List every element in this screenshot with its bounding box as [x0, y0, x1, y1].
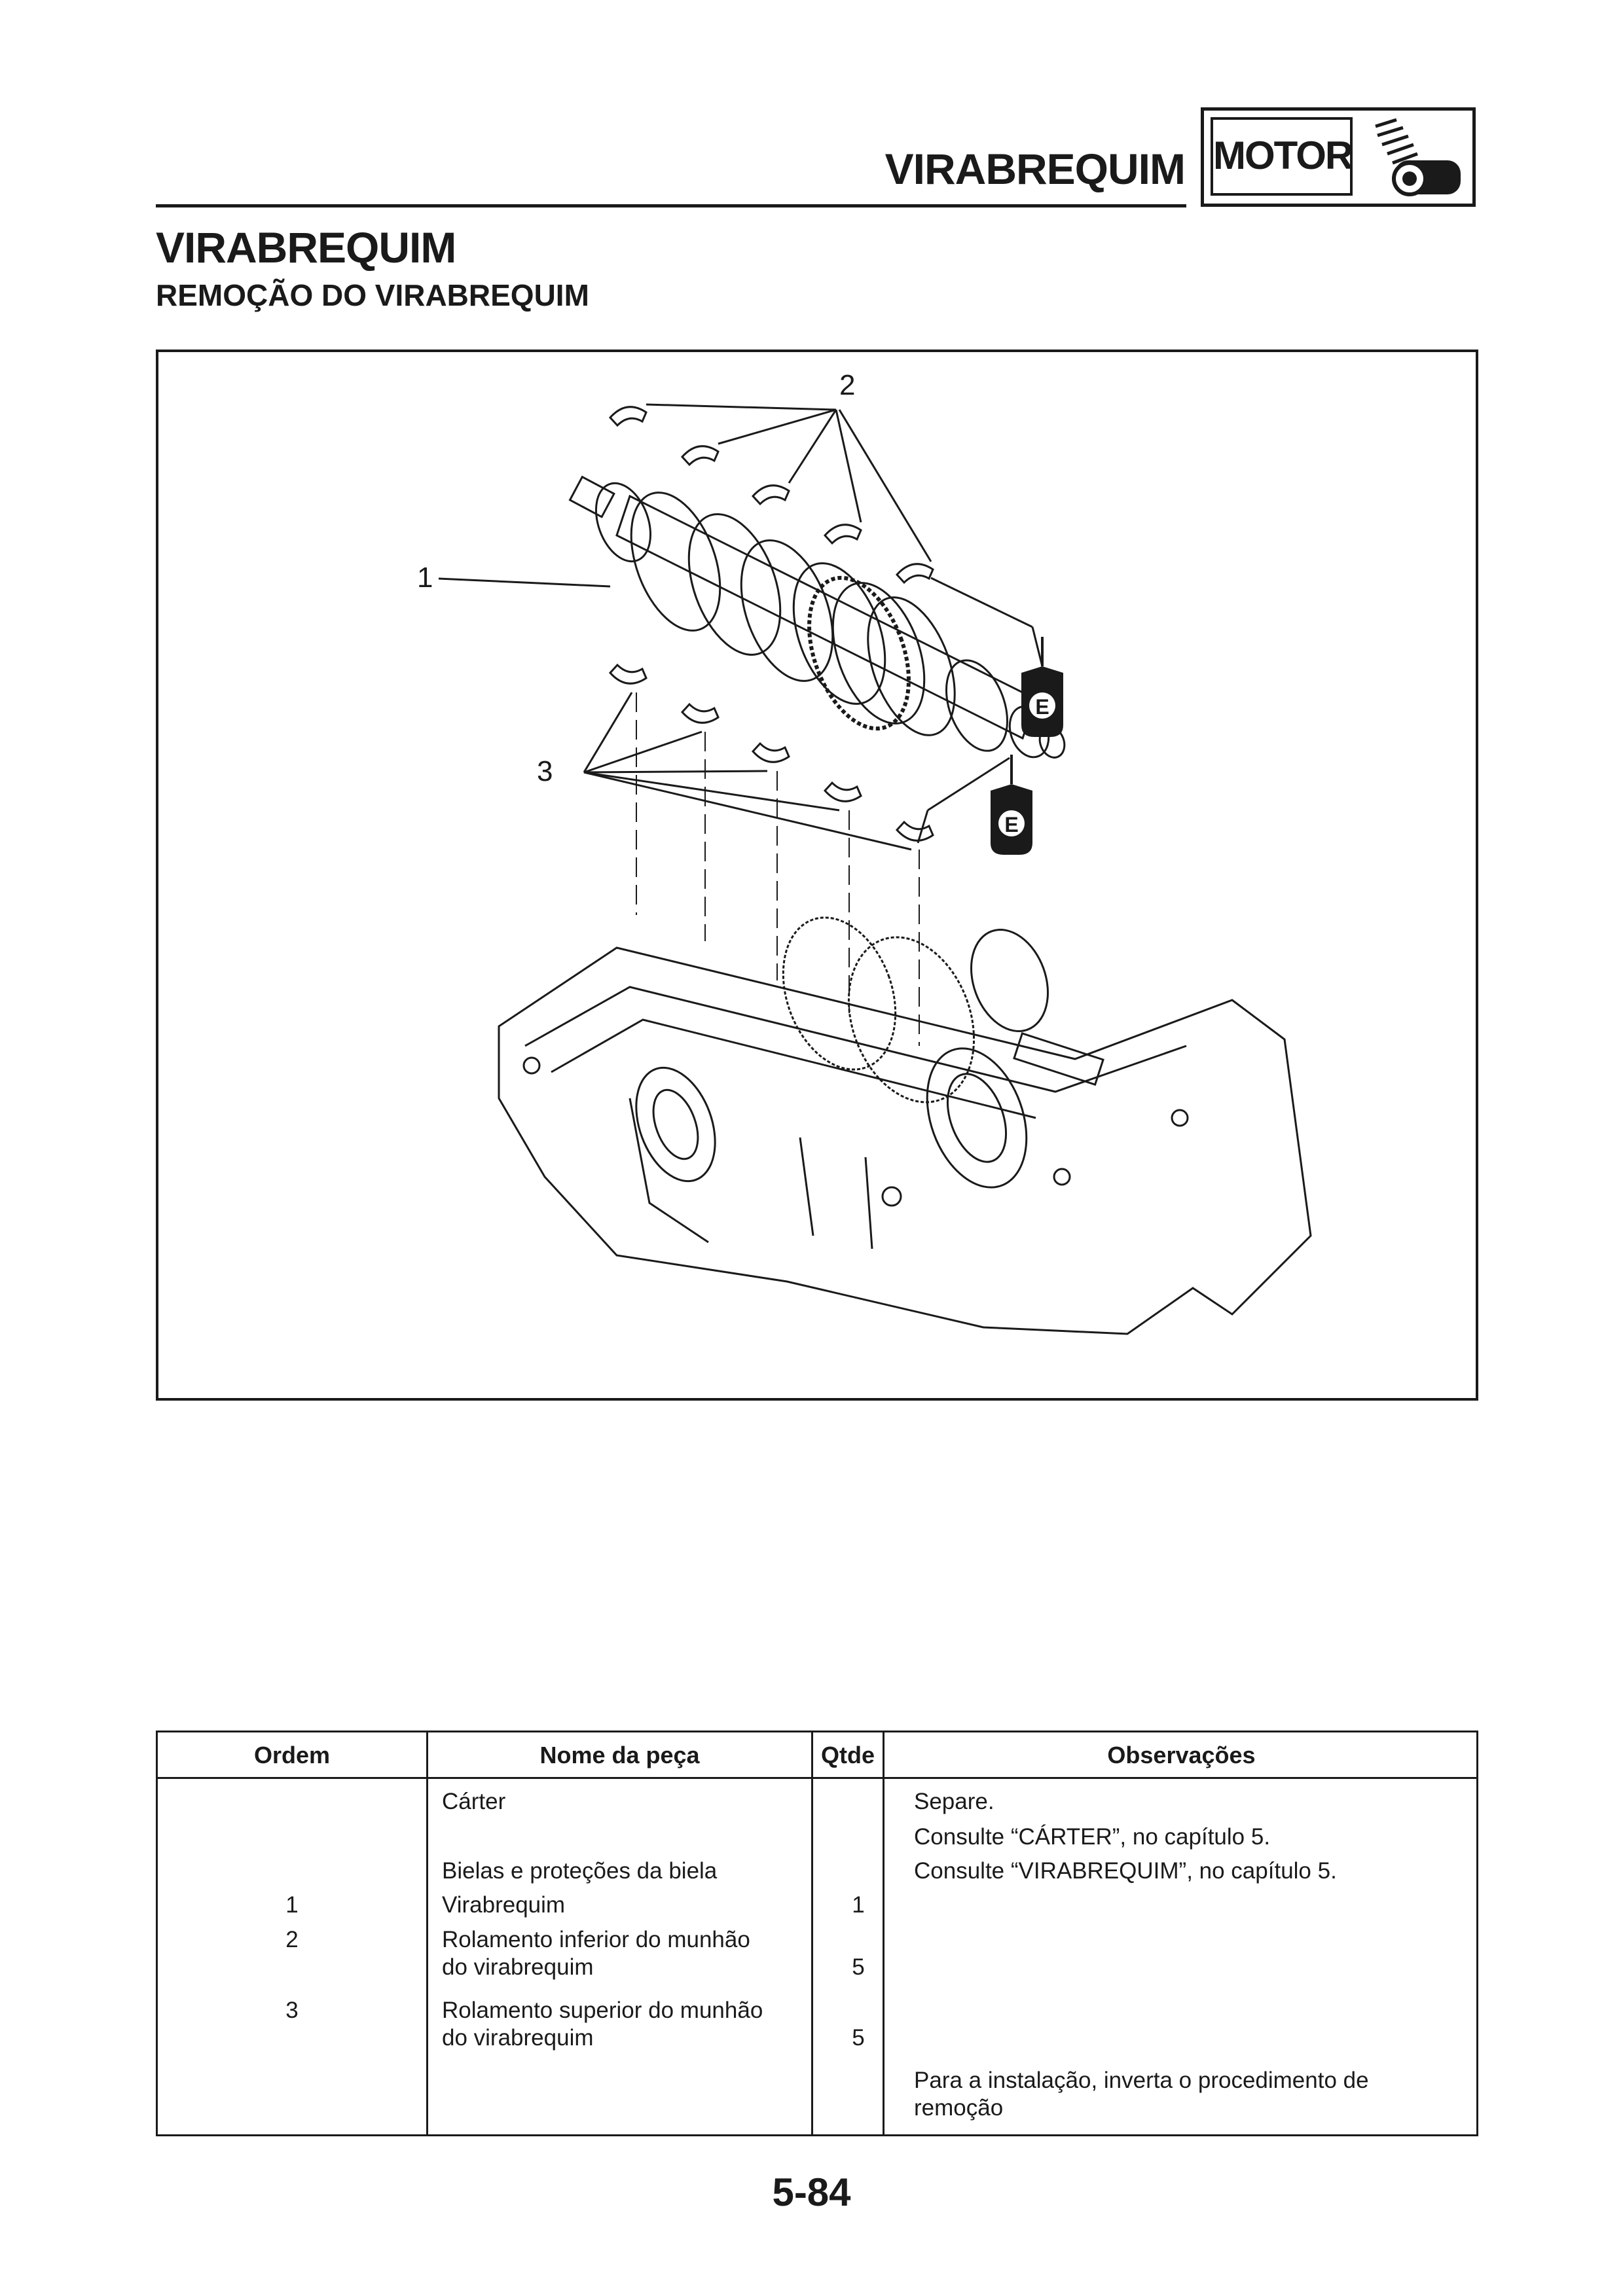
- part-name: Cárter: [442, 1789, 506, 1814]
- callout-2: 2: [839, 369, 856, 401]
- parts-table: [156, 1731, 1478, 2136]
- part-qty: 1: [852, 1892, 865, 1918]
- installation-note-line1: Para a instalação, inverta o procedimento de: [914, 2068, 1369, 2093]
- oil-can-icon-upper: [1021, 637, 1063, 737]
- oil-mark-upper: E: [1035, 695, 1049, 719]
- exploded-diagram: [156, 350, 1478, 1401]
- header-qty: Qtde: [820, 1742, 875, 1768]
- part-notes: Separe.: [914, 1789, 994, 1814]
- part-name: Virabrequim: [442, 1892, 566, 1918]
- lower-bearing-shells: [610, 665, 933, 840]
- part-notes: Consulte “VIRABREQUIM”, no capítulo 5.: [914, 1858, 1337, 1884]
- callout-1: 1: [417, 562, 433, 594]
- section-badge: [1201, 107, 1476, 207]
- table-header-rule: [158, 1777, 1476, 1779]
- header-part: Nome da peça: [539, 1742, 700, 1768]
- header-notes: Observações: [1107, 1742, 1256, 1768]
- crankcase: [499, 902, 1311, 1334]
- part-name-line1: Rolamento superior do munhão: [442, 1998, 763, 2023]
- oil-mark-lower: E: [1004, 813, 1019, 836]
- part-name: Bielas e proteções da biela: [442, 1858, 718, 1884]
- crankshaft-illustration: [158, 352, 1476, 1398]
- page-title: VIRABREQUIM: [156, 223, 456, 272]
- page-subtitle: REMOÇÃO DO VIRABREQUIM: [156, 278, 589, 312]
- header-order: Ordem: [253, 1742, 331, 1768]
- engine-oil-icon: [1356, 115, 1470, 203]
- part-notes: Consulte “CÁRTER”, no capítulo 5.: [914, 1824, 1271, 1850]
- table-divider: [883, 1732, 884, 2134]
- crankshaft: [570, 476, 1069, 762]
- badge-label-box: [1211, 117, 1353, 196]
- part-qty: 5: [852, 2025, 865, 2051]
- installation-note-line2: remoção: [914, 2095, 1004, 2121]
- part-name-line2: do virabrequim: [442, 1954, 594, 1980]
- callout-3: 3: [537, 755, 553, 787]
- header-rule: [156, 204, 1186, 207]
- part-order: 3: [285, 1998, 299, 2023]
- part-order: 1: [285, 1892, 299, 1918]
- table-divider: [426, 1732, 428, 2134]
- badge-label: MOTOR: [1213, 134, 1353, 177]
- part-name-line1: Rolamento inferior do munhão: [442, 1927, 750, 1952]
- page-number: 5-84: [772, 2170, 851, 2214]
- part-name-line2: do virabrequim: [442, 2025, 594, 2051]
- part-qty: 5: [852, 1954, 865, 1980]
- part-order: 2: [285, 1927, 299, 1952]
- section-header-title: VIRABREQUIM: [884, 145, 1185, 193]
- oil-can-icon-lower: [991, 755, 1032, 855]
